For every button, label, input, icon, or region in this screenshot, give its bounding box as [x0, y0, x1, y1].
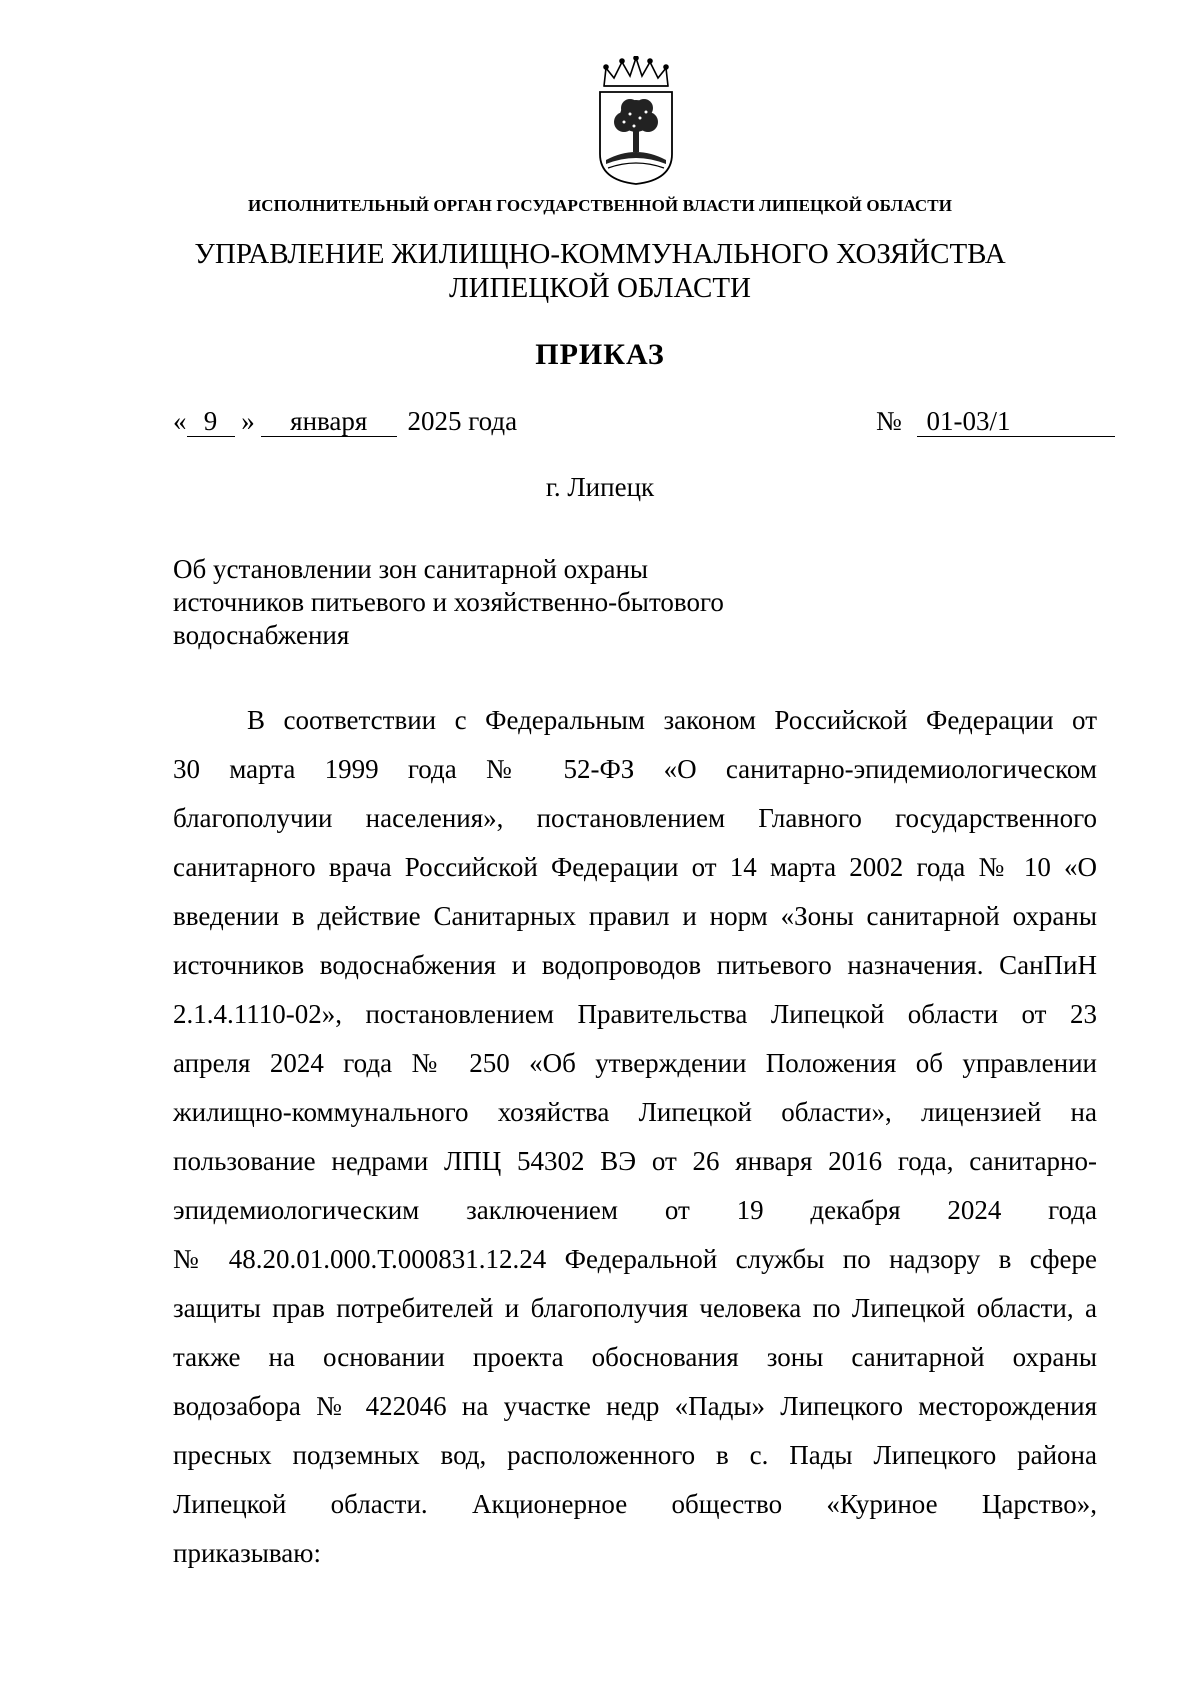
body-line: введении в действие Санитарных правил и норм «Зоны санитарной охраны [173, 901, 1097, 931]
number-sign: № [876, 406, 902, 436]
coat-of-arms-icon [594, 56, 678, 186]
body-line: Липецкой области. Акционерное общество «Куриное Царство», [173, 1489, 1097, 1519]
body-line: В соответствии с Федеральным законом Российской Федерации от [247, 705, 1097, 735]
number-value: 01-03/1 [917, 406, 1115, 437]
body-line: защиты прав потребителей и благополучия человека по Липецкой области, а [173, 1293, 1097, 1323]
body-line: санитарного врача Российской Федерации от 14 марта 2002 года № 10 «О [173, 852, 1097, 882]
body-line: водозабора № 422046 на участке недр «Пады» Липецкого месторождения [173, 1391, 1097, 1421]
body-line: апреля 2024 года № 250 «Об утверждении Положения об управлении [173, 1048, 1097, 1078]
department-line-1: УПРАВЛЕНИЕ ЖИЛИЩНО-КОММУНАЛЬНОГО ХОЗЯЙСТВА [194, 238, 1006, 270]
body-line: приказываю: [173, 1538, 321, 1568]
body-line: эпидемиологическим заключением от 19 декабря 2024 года [173, 1195, 1097, 1225]
subject-line: источников питьевого и хозяйственно-бытового [173, 587, 724, 617]
body-line: благополучии населения», постановлением Главного государственного [173, 803, 1097, 833]
org-name: ИСПОЛНИТЕЛЬНЫЙ ОРГАН ГОСУДАРСТВЕННОЙ ВЛАСТИ ЛИПЕЦКОЙ ОБЛАСТИ [247, 196, 953, 215]
body-line: источников водоснабжения и водопроводов питьевого назначения. СанПиН [173, 950, 1097, 980]
document-title: ПРИКАЗ [535, 338, 665, 371]
subject-line: Об установлении зон санитарной охраны [173, 554, 649, 584]
body-line: также на основании проекта обоснования зоны санитарной охраны [173, 1342, 1097, 1372]
department-line-2: ЛИПЕЦКОЙ ОБЛАСТИ [448, 272, 751, 304]
date-close-quote: » [241, 406, 255, 436]
date-open-quote: « [173, 406, 187, 436]
body-line: пользование недрами ЛПЦ 54302 ВЭ от 26 января 2016 года, санитарно- [173, 1146, 1097, 1176]
subject [173, 553, 793, 652]
body-line: жилищно-коммунального хозяйства Липецкой области», лицензией на [173, 1097, 1097, 1127]
body-text [173, 700, 1097, 1582]
body-line: 2.1.4.1110-02», постановлением Правительства Липецкой области от 23 [173, 999, 1097, 1029]
date-year: 2025 года [407, 406, 518, 436]
body-line: № 48.20.01.000.Т.000831.12.24 Федеральной службы по надзору в сфере [173, 1244, 1097, 1274]
body-line: 30 марта 1999 года № 52-ФЗ «О санитарно-эпидемиологическом [173, 754, 1097, 784]
subject-line: водоснабжения [173, 620, 350, 650]
date-month: января [261, 406, 397, 437]
document-date [173, 405, 517, 437]
body-line: пресных подземных вод, расположенного в с. Пады Липецкого района [173, 1440, 1097, 1470]
city: г. Липецк [545, 472, 655, 502]
date-day: 9 [187, 406, 235, 437]
document-number [876, 405, 1115, 437]
